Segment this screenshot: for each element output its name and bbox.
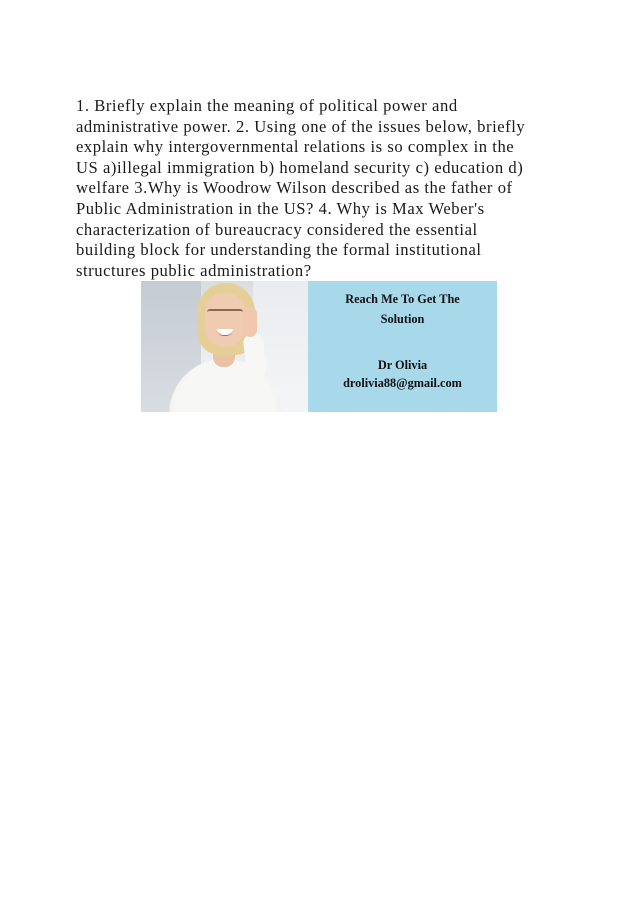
text-line: welfare 3.Why is Woodrow Wilson described as the father of bbox=[76, 178, 513, 198]
glasses-icon bbox=[207, 309, 243, 320]
text-line: US a)illegal immigration b) homeland security c) education d) bbox=[76, 157, 524, 177]
contact-email[interactable]: drolivia88@gmail.com bbox=[343, 376, 462, 390]
contact-name: Dr Olivia bbox=[377, 358, 428, 372]
text-line: explain why intergovernmental relations is so complex in the bbox=[76, 137, 515, 157]
photo-hand bbox=[243, 307, 257, 337]
banner-heading-line1: Reach Me To Get The bbox=[345, 292, 460, 306]
contact-banner bbox=[141, 281, 497, 412]
banner-heading-line2: Solution bbox=[380, 312, 425, 326]
text-line: Public Administration in the US? 4. Why is Max Weber's bbox=[76, 198, 485, 218]
text-line: 1. Briefly explain the meaning of political power and bbox=[76, 96, 458, 115]
woman-photo bbox=[141, 281, 308, 412]
text-line: administrative power. 2. Using one of the issues below, briefly bbox=[76, 116, 526, 136]
contact-panel bbox=[308, 281, 497, 412]
text-line: structures public administration? bbox=[76, 260, 312, 280]
text-line: building block for understanding the formal institutional bbox=[76, 240, 482, 260]
question-text bbox=[76, 96, 566, 281]
photo-face bbox=[205, 293, 245, 347]
text-line: characterization of bureaucracy considered the essential bbox=[76, 219, 478, 239]
